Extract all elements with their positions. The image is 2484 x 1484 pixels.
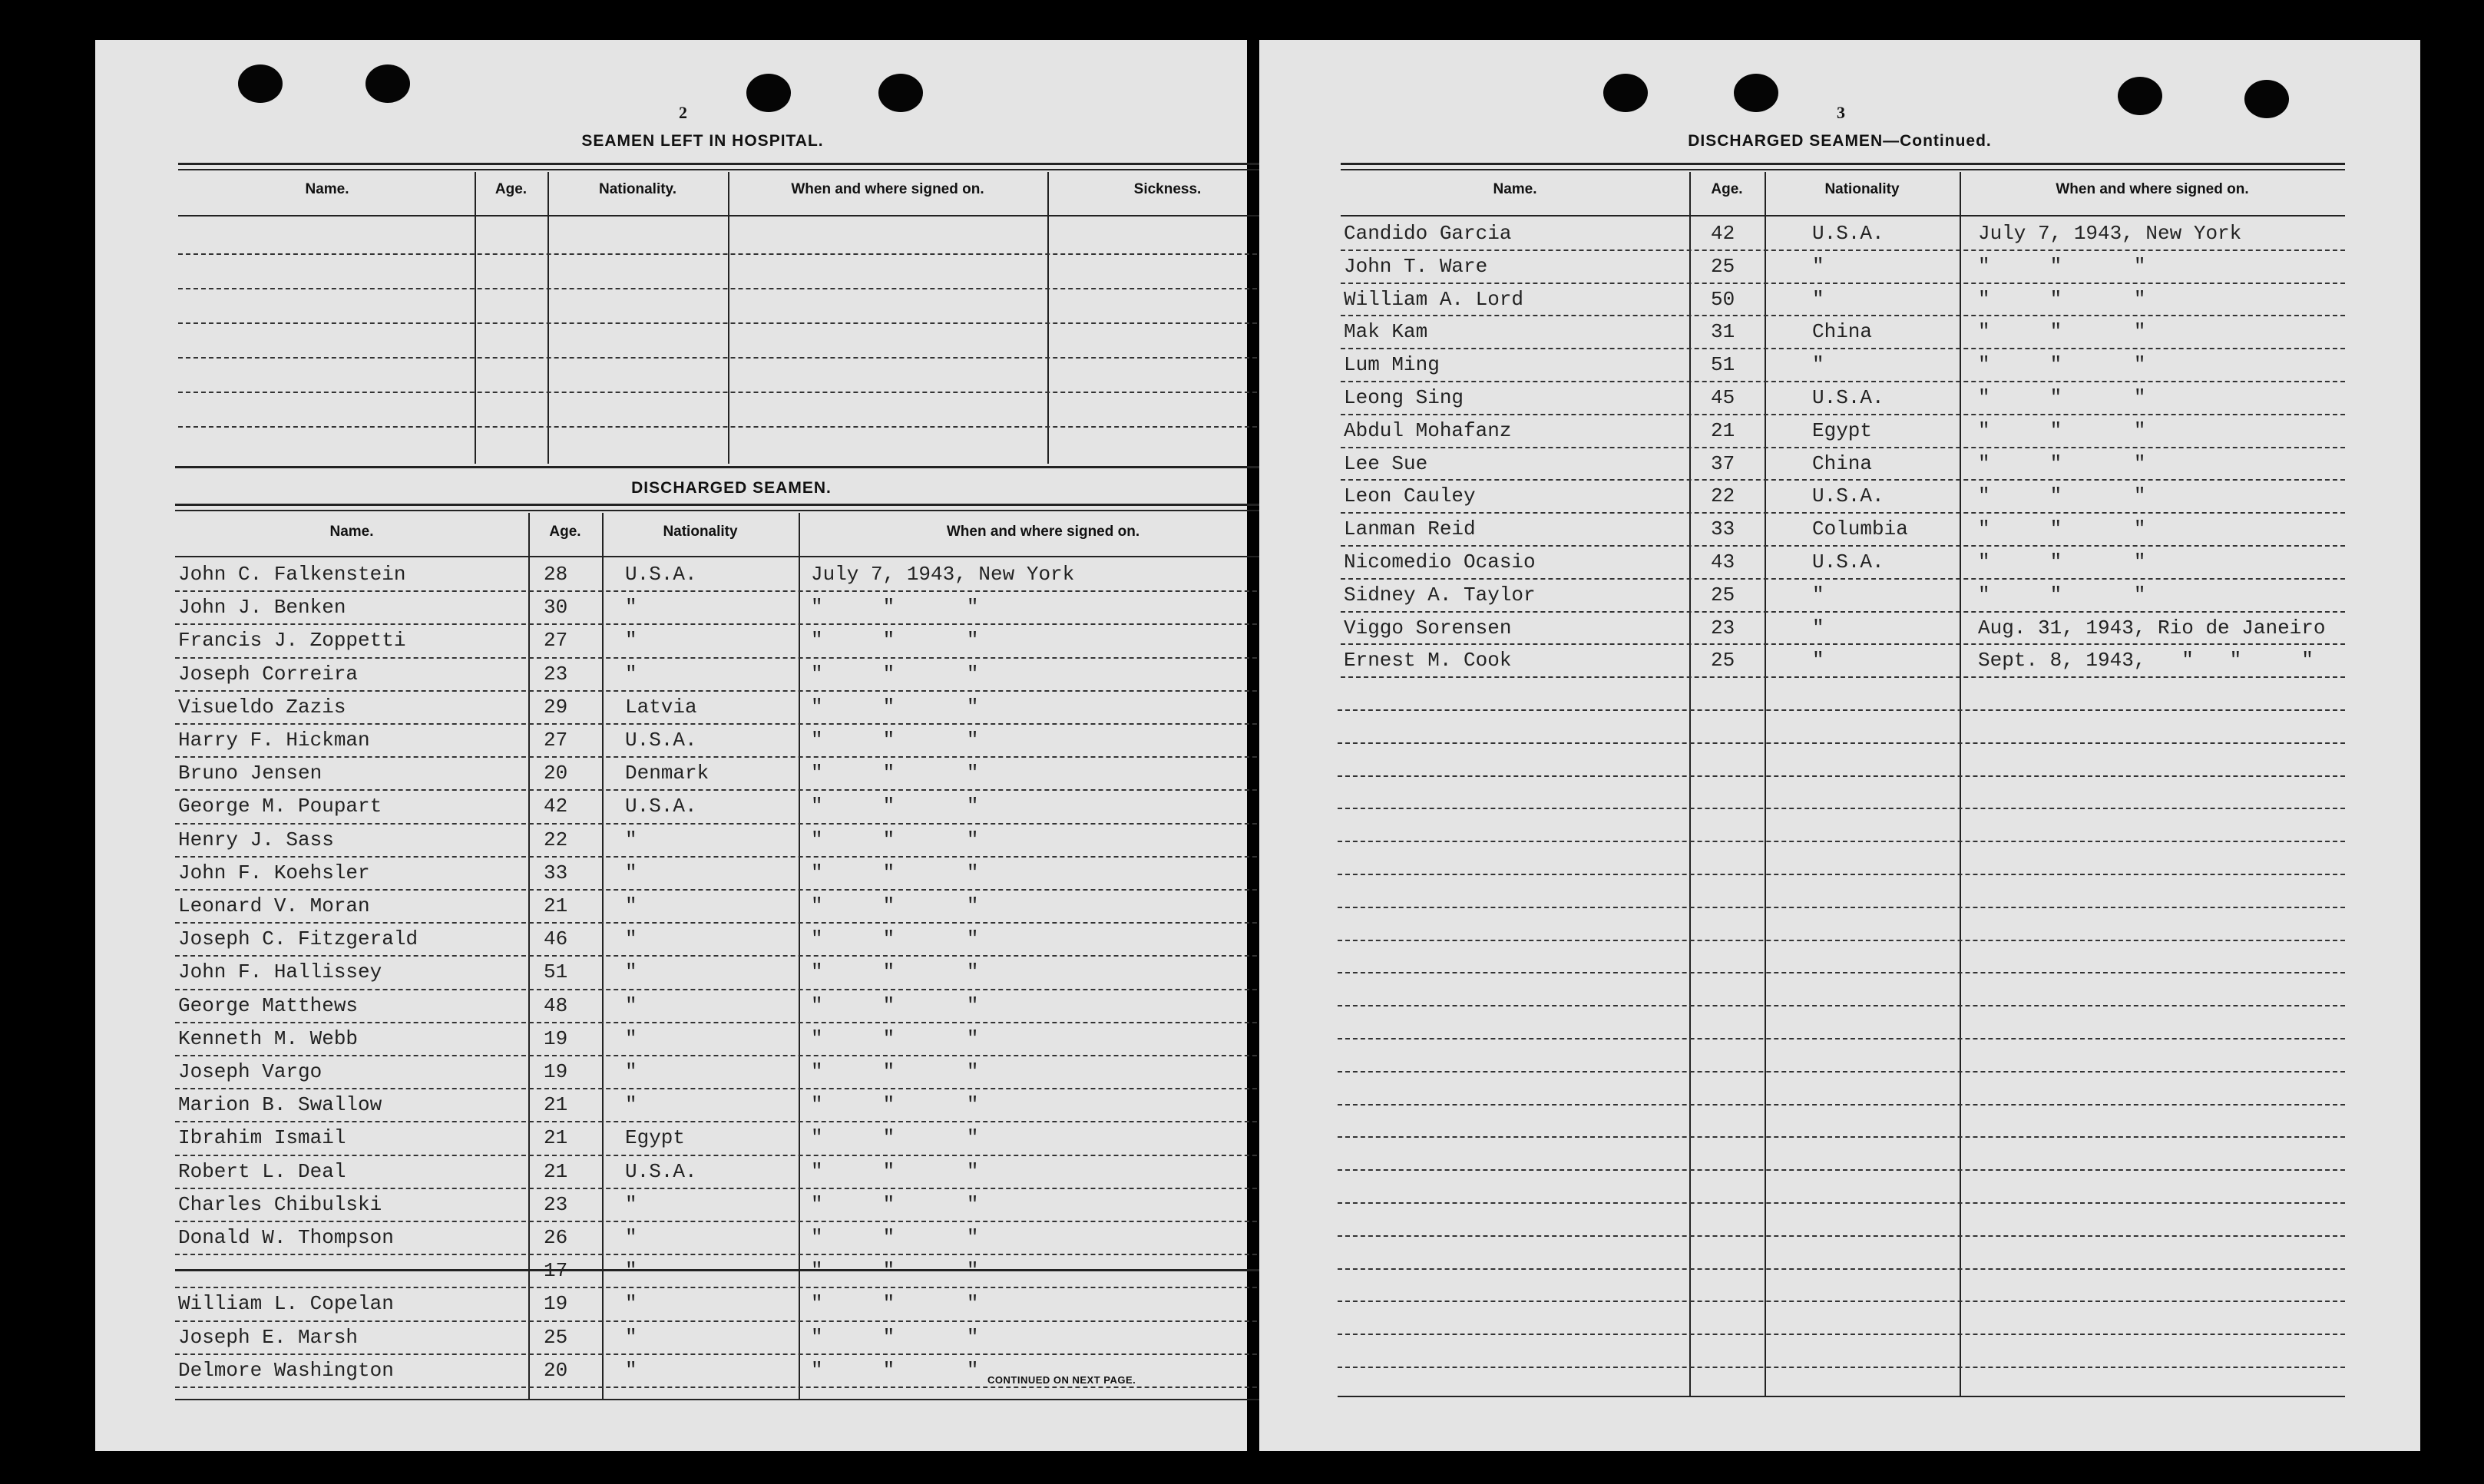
- seaman-signed-on: " " ": [1978, 287, 2146, 311]
- row-line: [1341, 250, 2345, 251]
- seaman-nationality: ": [625, 1259, 637, 1283]
- continued-note: CONTINUED ON NEXT PAGE.: [987, 1374, 1136, 1386]
- left-page: [95, 40, 1247, 1451]
- seaman-nationality: ": [625, 861, 637, 884]
- seaman-age: 42: [1711, 222, 1735, 245]
- right-page: [1259, 40, 2420, 1451]
- seaman-nationality: U.S.A.: [1812, 550, 1884, 573]
- seaman-name: Harry F. Hickman: [178, 729, 370, 752]
- row-line: [1338, 874, 2345, 875]
- seaman-age: 37: [1711, 451, 1735, 475]
- seaman-nationality: ": [1812, 649, 1824, 673]
- col-header-nationality: Nationality: [663, 524, 738, 540]
- row-line: [178, 392, 1288, 393]
- seaman-signed-on: " " ": [811, 695, 979, 719]
- seaman-age: 19: [544, 1292, 568, 1316]
- seaman-signed-on: " " ": [1978, 550, 2146, 573]
- row-line: [1341, 315, 2345, 316]
- seaman-age: 22: [544, 828, 568, 851]
- row-line: [175, 789, 1288, 791]
- row-line: [175, 1320, 1288, 1322]
- seaman-signed-on: Sept. 8, 1943, " " ": [1978, 649, 2314, 673]
- seaman-name: Joseph E. Marsh: [178, 1325, 359, 1349]
- strike-through-line: [175, 1269, 1272, 1271]
- seaman-age: 51: [544, 960, 568, 984]
- row-line: [175, 1121, 1288, 1122]
- seaman-name: George Matthews: [178, 993, 359, 1017]
- seaman-name: Mak Kam: [1344, 320, 1428, 344]
- seaman-nationality: ": [1812, 583, 1824, 606]
- rule: [175, 466, 1288, 468]
- seaman-name: John F. Hallissey: [178, 960, 382, 984]
- seaman-nationality: ": [625, 1292, 637, 1316]
- seaman-age: 23: [1711, 616, 1735, 640]
- seaman-signed-on: " " ": [811, 993, 979, 1017]
- seaman-signed-on: " " ": [1978, 320, 2146, 344]
- seaman-signed-on: " " ": [811, 861, 979, 884]
- seaman-name: Joseph C. Fitzgerald: [178, 927, 418, 951]
- row-line: [175, 856, 1288, 858]
- seaman-nationality: ": [1812, 616, 1824, 640]
- seaman-age: 30: [544, 596, 568, 620]
- seaman-signed-on: " " ": [811, 1226, 979, 1249]
- col-header-when: When and where signed on.: [791, 181, 984, 197]
- seaman-nationality: ": [625, 1093, 637, 1117]
- seaman-age: 43: [1711, 550, 1735, 573]
- col-header-age: Age.: [1711, 181, 1743, 197]
- row-line: [1341, 611, 2345, 613]
- seaman-signed-on: " " ": [811, 1026, 979, 1050]
- seaman-age: 25: [1711, 649, 1735, 673]
- seaman-name: Sidney A. Taylor: [1344, 583, 1536, 606]
- seaman-name: John J. Benken: [178, 596, 346, 620]
- rule: [1341, 163, 2345, 165]
- punch-hole-icon: [2244, 80, 2289, 118]
- row-line: [175, 657, 1288, 659]
- row-line: [1338, 1202, 2345, 1204]
- seaman-signed-on: " " ": [1978, 254, 2146, 278]
- rule: [1338, 1396, 2345, 1397]
- discharged-continued-title: DISCHARGED SEAMEN—Continued.: [1688, 132, 1992, 150]
- seaman-name: Kenneth M. Webb: [178, 1026, 359, 1050]
- rule: [178, 163, 1288, 165]
- col-header-age: Age.: [549, 524, 581, 540]
- row-line: [175, 823, 1288, 825]
- col-header-name: Name.: [305, 181, 349, 197]
- row-line: [175, 922, 1288, 924]
- seaman-nationality: ": [625, 596, 637, 620]
- seaman-nationality: Denmark: [625, 762, 709, 785]
- seaman-name: Joseph Correira: [178, 662, 359, 686]
- seaman-nationality: ": [625, 1060, 637, 1083]
- seaman-nationality: U.S.A.: [625, 563, 697, 586]
- row-line: [1341, 479, 2345, 481]
- rule: [178, 215, 1288, 216]
- rule: [1341, 215, 2345, 216]
- row-line: [175, 1088, 1288, 1089]
- row-line: [1338, 972, 2345, 973]
- row-line: [175, 1386, 1288, 1388]
- row-line: [1338, 1136, 2345, 1138]
- seaman-signed-on: " " ": [811, 729, 979, 752]
- seaman-name: Henry J. Sass: [178, 828, 334, 851]
- punch-hole-icon: [2118, 77, 2162, 115]
- seaman-age: 48: [544, 993, 568, 1017]
- row-line: [178, 253, 1288, 255]
- seaman-name: Robert L. Deal: [178, 1159, 346, 1183]
- seaman-signed-on: July 7, 1943, New York: [811, 563, 1075, 586]
- row-line: [175, 590, 1288, 592]
- seaman-signed-on: " " ": [1978, 386, 2146, 409]
- seaman-nationality: ": [625, 1026, 637, 1050]
- seaman-signed-on: Aug. 31, 1943, Rio de Janeiro: [1978, 616, 2326, 640]
- seaman-name: Abdul Mohafanz: [1344, 418, 1512, 442]
- seaman-nationality: U.S.A.: [625, 1159, 697, 1183]
- seaman-name: Leonard V. Moran: [178, 894, 370, 917]
- row-line: [1338, 742, 2345, 744]
- row-line: [1341, 348, 2345, 349]
- col-header-name: Name.: [329, 524, 374, 540]
- row-line: [1338, 1268, 2345, 1270]
- seaman-signed-on: " " ": [811, 828, 979, 851]
- seaman-name: Donald W. Thompson: [178, 1226, 394, 1249]
- seaman-nationality: ": [625, 1325, 637, 1349]
- row-line: [178, 357, 1288, 359]
- row-line: [1338, 808, 2345, 809]
- row-line: [175, 1022, 1288, 1023]
- row-line: [1338, 1071, 2345, 1073]
- seaman-name: Joseph Vargo: [178, 1060, 322, 1083]
- row-line: [175, 723, 1288, 725]
- seaman-age: 21: [544, 894, 568, 917]
- row-line: [1341, 545, 2345, 547]
- column-divider: [1047, 172, 1049, 464]
- discharged-title: DISCHARGED SEAMEN.: [631, 479, 832, 497]
- seaman-age: 27: [544, 729, 568, 752]
- seaman-signed-on: " " ": [811, 1358, 979, 1382]
- row-line: [175, 1155, 1288, 1156]
- seaman-name: Visueldo Zazis: [178, 695, 346, 719]
- seaman-age: 23: [544, 662, 568, 686]
- seaman-signed-on: " " ": [811, 795, 979, 818]
- row-line: [175, 989, 1288, 990]
- row-line: [1338, 1301, 2345, 1302]
- col-header-age: Age.: [494, 181, 528, 197]
- seaman-name: Delmore Washington: [178, 1358, 394, 1382]
- column-divider: [1689, 172, 1691, 1396]
- row-line: [1338, 1235, 2345, 1237]
- seaman-nationality: U.S.A.: [1812, 386, 1884, 409]
- row-line: [1338, 1334, 2345, 1335]
- seaman-age: 25: [544, 1325, 568, 1349]
- seaman-name: William L. Copelan: [178, 1292, 394, 1316]
- seaman-name: George M. Poupart: [178, 795, 382, 818]
- seaman-age: 17: [544, 1259, 568, 1283]
- punch-hole-icon: [878, 74, 923, 112]
- seaman-age: 21: [544, 1093, 568, 1117]
- seaman-signed-on: July 7, 1943, New York: [1978, 222, 2242, 245]
- seaman-age: 20: [544, 1358, 568, 1382]
- row-line: [1338, 1005, 2345, 1006]
- seaman-name: Marion B. Swallow: [178, 1093, 382, 1117]
- seaman-nationality: China: [1812, 451, 1873, 475]
- row-line: [1341, 578, 2345, 580]
- seaman-name: Candido Garcia: [1344, 222, 1512, 245]
- seaman-nationality: ": [625, 662, 637, 686]
- row-line: [1338, 841, 2345, 842]
- seaman-age: 21: [544, 1126, 568, 1150]
- seaman-age: 29: [544, 695, 568, 719]
- seaman-name: Leong Sing: [1344, 386, 1464, 409]
- seaman-nationality: ": [625, 927, 637, 951]
- row-line: [1338, 907, 2345, 908]
- row-line: [178, 288, 1288, 289]
- punch-hole-icon: [746, 74, 791, 112]
- column-divider: [1960, 172, 1961, 1396]
- seaman-nationality: U.S.A.: [1812, 222, 1884, 245]
- seaman-age: 25: [1711, 254, 1735, 278]
- seaman-age: 46: [544, 927, 568, 951]
- row-line: [175, 623, 1288, 625]
- rule: [178, 169, 1288, 170]
- seaman-signed-on: " " ": [1978, 517, 2146, 541]
- seaman-nationality: China: [1812, 320, 1873, 344]
- seaman-signed-on: " " ": [811, 894, 979, 917]
- punch-hole-icon: [1734, 74, 1778, 112]
- column-divider: [1765, 172, 1766, 1396]
- col-header-nationality: Nationality: [1824, 181, 1900, 197]
- seaman-nationality: ": [1812, 353, 1824, 377]
- seaman-age: 26: [544, 1226, 568, 1249]
- row-line: [175, 756, 1288, 758]
- seaman-name: Leon Cauley: [1344, 484, 1476, 508]
- seaman-signed-on: " " ": [811, 662, 979, 686]
- seaman-name: Viggo Sorensen: [1344, 616, 1512, 640]
- row-line: [1338, 940, 2345, 941]
- seaman-signed-on: " " ": [1978, 484, 2146, 508]
- row-line: [1341, 676, 2345, 678]
- seaman-age: 21: [1711, 418, 1735, 442]
- seaman-age: 19: [544, 1026, 568, 1050]
- seaman-nationality: ": [625, 1358, 637, 1382]
- col-header-when: When and where signed on.: [2056, 181, 2249, 197]
- seaman-age: 50: [1711, 287, 1735, 311]
- seaman-name: Lum Ming: [1344, 353, 1440, 377]
- seaman-signed-on: " " ": [811, 762, 979, 785]
- row-line: [175, 1353, 1288, 1355]
- seaman-nationality: U.S.A.: [625, 795, 697, 818]
- seaman-signed-on: " " ": [811, 629, 979, 653]
- seaman-name: Lanman Reid: [1344, 517, 1476, 541]
- seaman-nationality: ": [625, 1226, 637, 1249]
- seaman-age: 33: [544, 861, 568, 884]
- row-line: [1341, 447, 2345, 448]
- seaman-nationality: ": [625, 894, 637, 917]
- seaman-signed-on: " " ": [811, 1192, 979, 1216]
- seaman-signed-on: " " ": [1978, 583, 2146, 606]
- seaman-signed-on: " " ": [811, 1159, 979, 1183]
- column-divider: [475, 172, 476, 464]
- rule: [175, 556, 1288, 557]
- seaman-age: 22: [1711, 484, 1735, 508]
- seaman-signed-on: " " ": [1978, 353, 2146, 377]
- seaman-age: 51: [1711, 353, 1735, 377]
- seaman-age: 31: [1711, 320, 1735, 344]
- punch-hole-icon: [238, 64, 283, 103]
- seaman-nationality: ": [1812, 254, 1824, 278]
- seaman-signed-on: " " ": [811, 1093, 979, 1117]
- rule: [175, 1399, 1288, 1400]
- rule: [175, 510, 1288, 511]
- seaman-nationality: U.S.A.: [1812, 484, 1884, 508]
- row-line: [1338, 1104, 2345, 1106]
- col-header-nationality: Nationality.: [599, 181, 676, 197]
- seaman-signed-on: " " ": [811, 1325, 979, 1349]
- hospital-title: SEAMEN LEFT IN HOSPITAL.: [581, 132, 824, 150]
- seaman-age: 42: [544, 795, 568, 818]
- row-line: [1341, 643, 2345, 645]
- row-line: [1338, 1038, 2345, 1039]
- seaman-nationality: Columbia: [1812, 517, 1908, 541]
- punch-hole-icon: [365, 64, 410, 103]
- seaman-signed-on: " " ": [1978, 418, 2146, 442]
- column-divider: [547, 172, 549, 464]
- row-line: [1338, 775, 2345, 777]
- seaman-nationality: Egypt: [625, 1126, 686, 1150]
- row-line: [175, 889, 1288, 891]
- seaman-signed-on: " " ": [811, 1292, 979, 1316]
- seaman-name: Francis J. Zoppetti: [178, 629, 406, 653]
- seaman-nationality: ": [625, 629, 637, 653]
- seaman-age: 19: [544, 1060, 568, 1083]
- col-header-sickness: Sickness.: [1133, 181, 1202, 197]
- seaman-age: 21: [544, 1159, 568, 1183]
- seaman-name: John T. Ware: [1344, 254, 1488, 278]
- seaman-signed-on: " " ": [811, 927, 979, 951]
- row-line: [175, 1188, 1288, 1189]
- row-line: [1338, 1367, 2345, 1368]
- seaman-nationality: Latvia: [625, 695, 697, 719]
- seaman-nationality: ": [625, 828, 637, 851]
- seaman-signed-on: " " ": [811, 1126, 979, 1150]
- row-line: [1341, 512, 2345, 514]
- seaman-name: Bruno Jensen: [178, 762, 322, 785]
- row-line: [178, 322, 1288, 324]
- col-header-name: Name.: [1493, 181, 1537, 197]
- seaman-signed-on: " " ": [811, 1060, 979, 1083]
- seaman-age: 28: [544, 563, 568, 586]
- row-line: [175, 955, 1288, 957]
- row-line: [175, 1287, 1288, 1288]
- seaman-nationality: ": [625, 993, 637, 1017]
- seaman-age: 23: [544, 1192, 568, 1216]
- rule: [175, 504, 1288, 506]
- seaman-signed-on: " " ": [811, 596, 979, 620]
- seaman-signed-on: " " ": [811, 960, 979, 984]
- seaman-age: 33: [1711, 517, 1735, 541]
- col-header-when: When and where signed on.: [946, 524, 1140, 540]
- row-line: [175, 1221, 1288, 1222]
- column-divider: [728, 172, 729, 464]
- seaman-name: Nicomedio Ocasio: [1344, 550, 1536, 573]
- seaman-age: 20: [544, 762, 568, 785]
- seaman-name: John C. Falkenstein: [178, 563, 406, 586]
- seaman-signed-on: " " ": [1978, 451, 2146, 475]
- seaman-age: 25: [1711, 583, 1735, 606]
- seaman-nationality: ": [625, 960, 637, 984]
- row-line: [1341, 414, 2345, 415]
- seaman-nationality: ": [1812, 287, 1824, 311]
- row-line: [175, 1254, 1288, 1255]
- seaman-name: Ernest M. Cook: [1344, 649, 1512, 673]
- row-line: [1338, 1169, 2345, 1171]
- row-line: [1341, 381, 2345, 382]
- seaman-nationality: U.S.A.: [625, 729, 697, 752]
- seaman-name: Lee Sue: [1344, 451, 1428, 475]
- row-line: [1341, 283, 2345, 284]
- page-number: 2: [679, 103, 687, 122]
- row-line: [178, 426, 1288, 428]
- seaman-name: Ibrahim Ismail: [178, 1126, 346, 1150]
- seaman-age: 45: [1711, 386, 1735, 409]
- seaman-nationality: Egypt: [1812, 418, 1873, 442]
- page-number: 3: [1837, 103, 1845, 122]
- row-line: [175, 690, 1288, 692]
- row-line: [175, 1055, 1288, 1056]
- rule: [1341, 169, 2345, 170]
- seaman-name: John F. Koehsler: [178, 861, 370, 884]
- seaman-nationality: ": [625, 1192, 637, 1216]
- seaman-name: Charles Chibulski: [178, 1192, 382, 1216]
- seaman-age: 27: [544, 629, 568, 653]
- row-line: [1338, 709, 2345, 711]
- seaman-signed-on: " " ": [811, 1259, 979, 1283]
- punch-hole-icon: [1603, 74, 1648, 112]
- seaman-name: William A. Lord: [1344, 287, 1524, 311]
